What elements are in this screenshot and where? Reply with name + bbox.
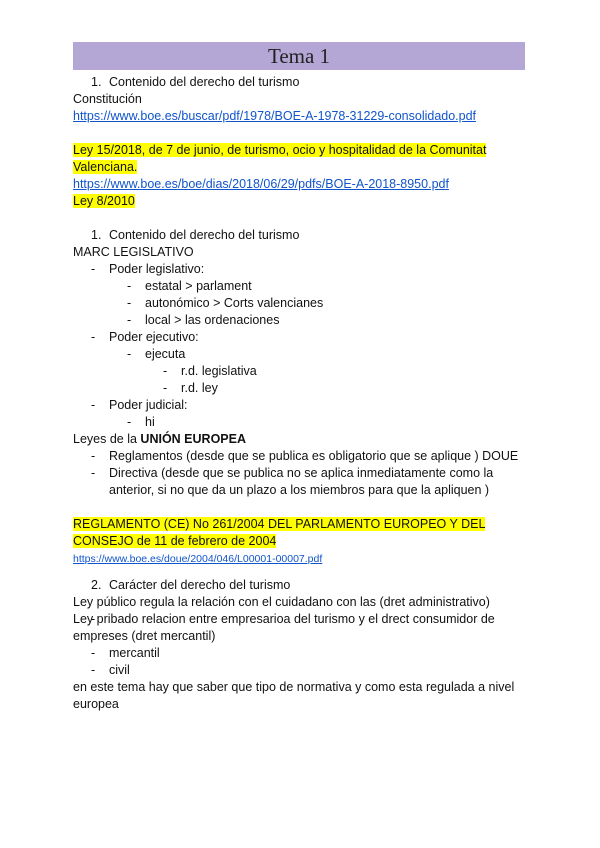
reglamento-ce-paragraph <box>73 516 525 550</box>
ley8-text: Ley 8/2010 <box>73 194 135 208</box>
list-item-local: - local > las ordenaciones <box>73 312 525 329</box>
heading-text: Carácter del derecho del turismo <box>109 578 291 592</box>
page-title: Tema 1 <box>267 44 331 68</box>
reglamento-ce-text: REGLAMENTO (CE) No 261/2004 DEL PARLAMENTO EUROPEO Y DEL CONSEJO de 11 de febrero de 2004 <box>73 517 486 548</box>
section-heading-2 <box>73 577 525 594</box>
list-item-civil: - civil <box>73 662 525 679</box>
list-item-reglamentos: - Reglamentos (desde que se publica es obligatorio que se aplique ) DOUE <box>73 448 525 465</box>
section-heading-1b <box>73 227 525 244</box>
marc-legislativo: MARC LEGISLATIVO <box>73 245 194 259</box>
heading-text: Contenido del derecho del turismo <box>109 75 300 89</box>
ley15-paragraph <box>73 142 525 176</box>
constitucion-label: Constitución <box>73 92 142 106</box>
final-paragraph: en este tema hay que saber que tipo de normativa y como esta regulada a nivel europea <box>73 680 515 711</box>
ley15-link[interactable]: https://www.boe.es/boe/dias/2018/06/29/pdfs/BOE-A-2018-8950.pdf <box>73 177 449 191</box>
section-heading-1 <box>73 74 525 91</box>
ley-privado: Ley pribado relacion entre empresarioa del turismo y el drect consumidor de empreses (dret mercantil) <box>73 612 495 643</box>
list-number: 2. <box>91 578 102 592</box>
list-item-ejecutivo: - Poder ejecutivo: <box>73 329 525 346</box>
list-item-mercantil: - mercantil <box>73 645 525 662</box>
constitucion-link[interactable]: https://www.boe.es/buscar/pdf/1978/BOE-A-1978-31229-consolidado.pdf <box>73 109 477 123</box>
list-item-directiva: - Directiva (desde que se publica no se aplica inmediatamente como la anterior, si no que da un plazo a los miembros para que la apliquen ) <box>73 465 525 499</box>
reglamento-link[interactable]: https://www.boe.es/doue/2004/046/L00001-00007.pdf <box>73 553 323 565</box>
list-item-rd-ley: - r.d. ley <box>73 380 525 397</box>
document-page <box>73 42 525 713</box>
title-banner <box>73 42 525 70</box>
heading-text: Contenido del derecho del turismo <box>109 228 300 242</box>
list-item-autonomico: - autonómico > Corts valencianes <box>73 295 525 312</box>
list-item-rd-legislativa: - r.d. legislativa <box>73 363 525 380</box>
leyes-bold: UNIÓN EUROPEA <box>140 432 246 446</box>
list-item-estatal: - estatal > parlament <box>73 278 525 295</box>
list-item-ejecuta: - ejecuta <box>73 346 525 363</box>
list-item-hi: - hi <box>73 414 525 431</box>
leyes-ue-line <box>73 431 525 448</box>
list-number: 1. <box>91 75 102 89</box>
leyes-prefix: Leyes de la <box>73 432 141 446</box>
list-item-legislativo: - Poder legislativo: <box>73 261 525 278</box>
list-number: 1. <box>91 228 102 242</box>
list-item-judicial: - Poder judicial: <box>73 397 525 414</box>
ley15-text: Ley 15/2018, de 7 de junio, de turismo, ocio y hospitalidad de la Comunitat Valenciana. <box>73 143 487 174</box>
ley-publico: Ley público regula la relación con el cuidadano con las (dret administrativo) <box>73 595 490 609</box>
